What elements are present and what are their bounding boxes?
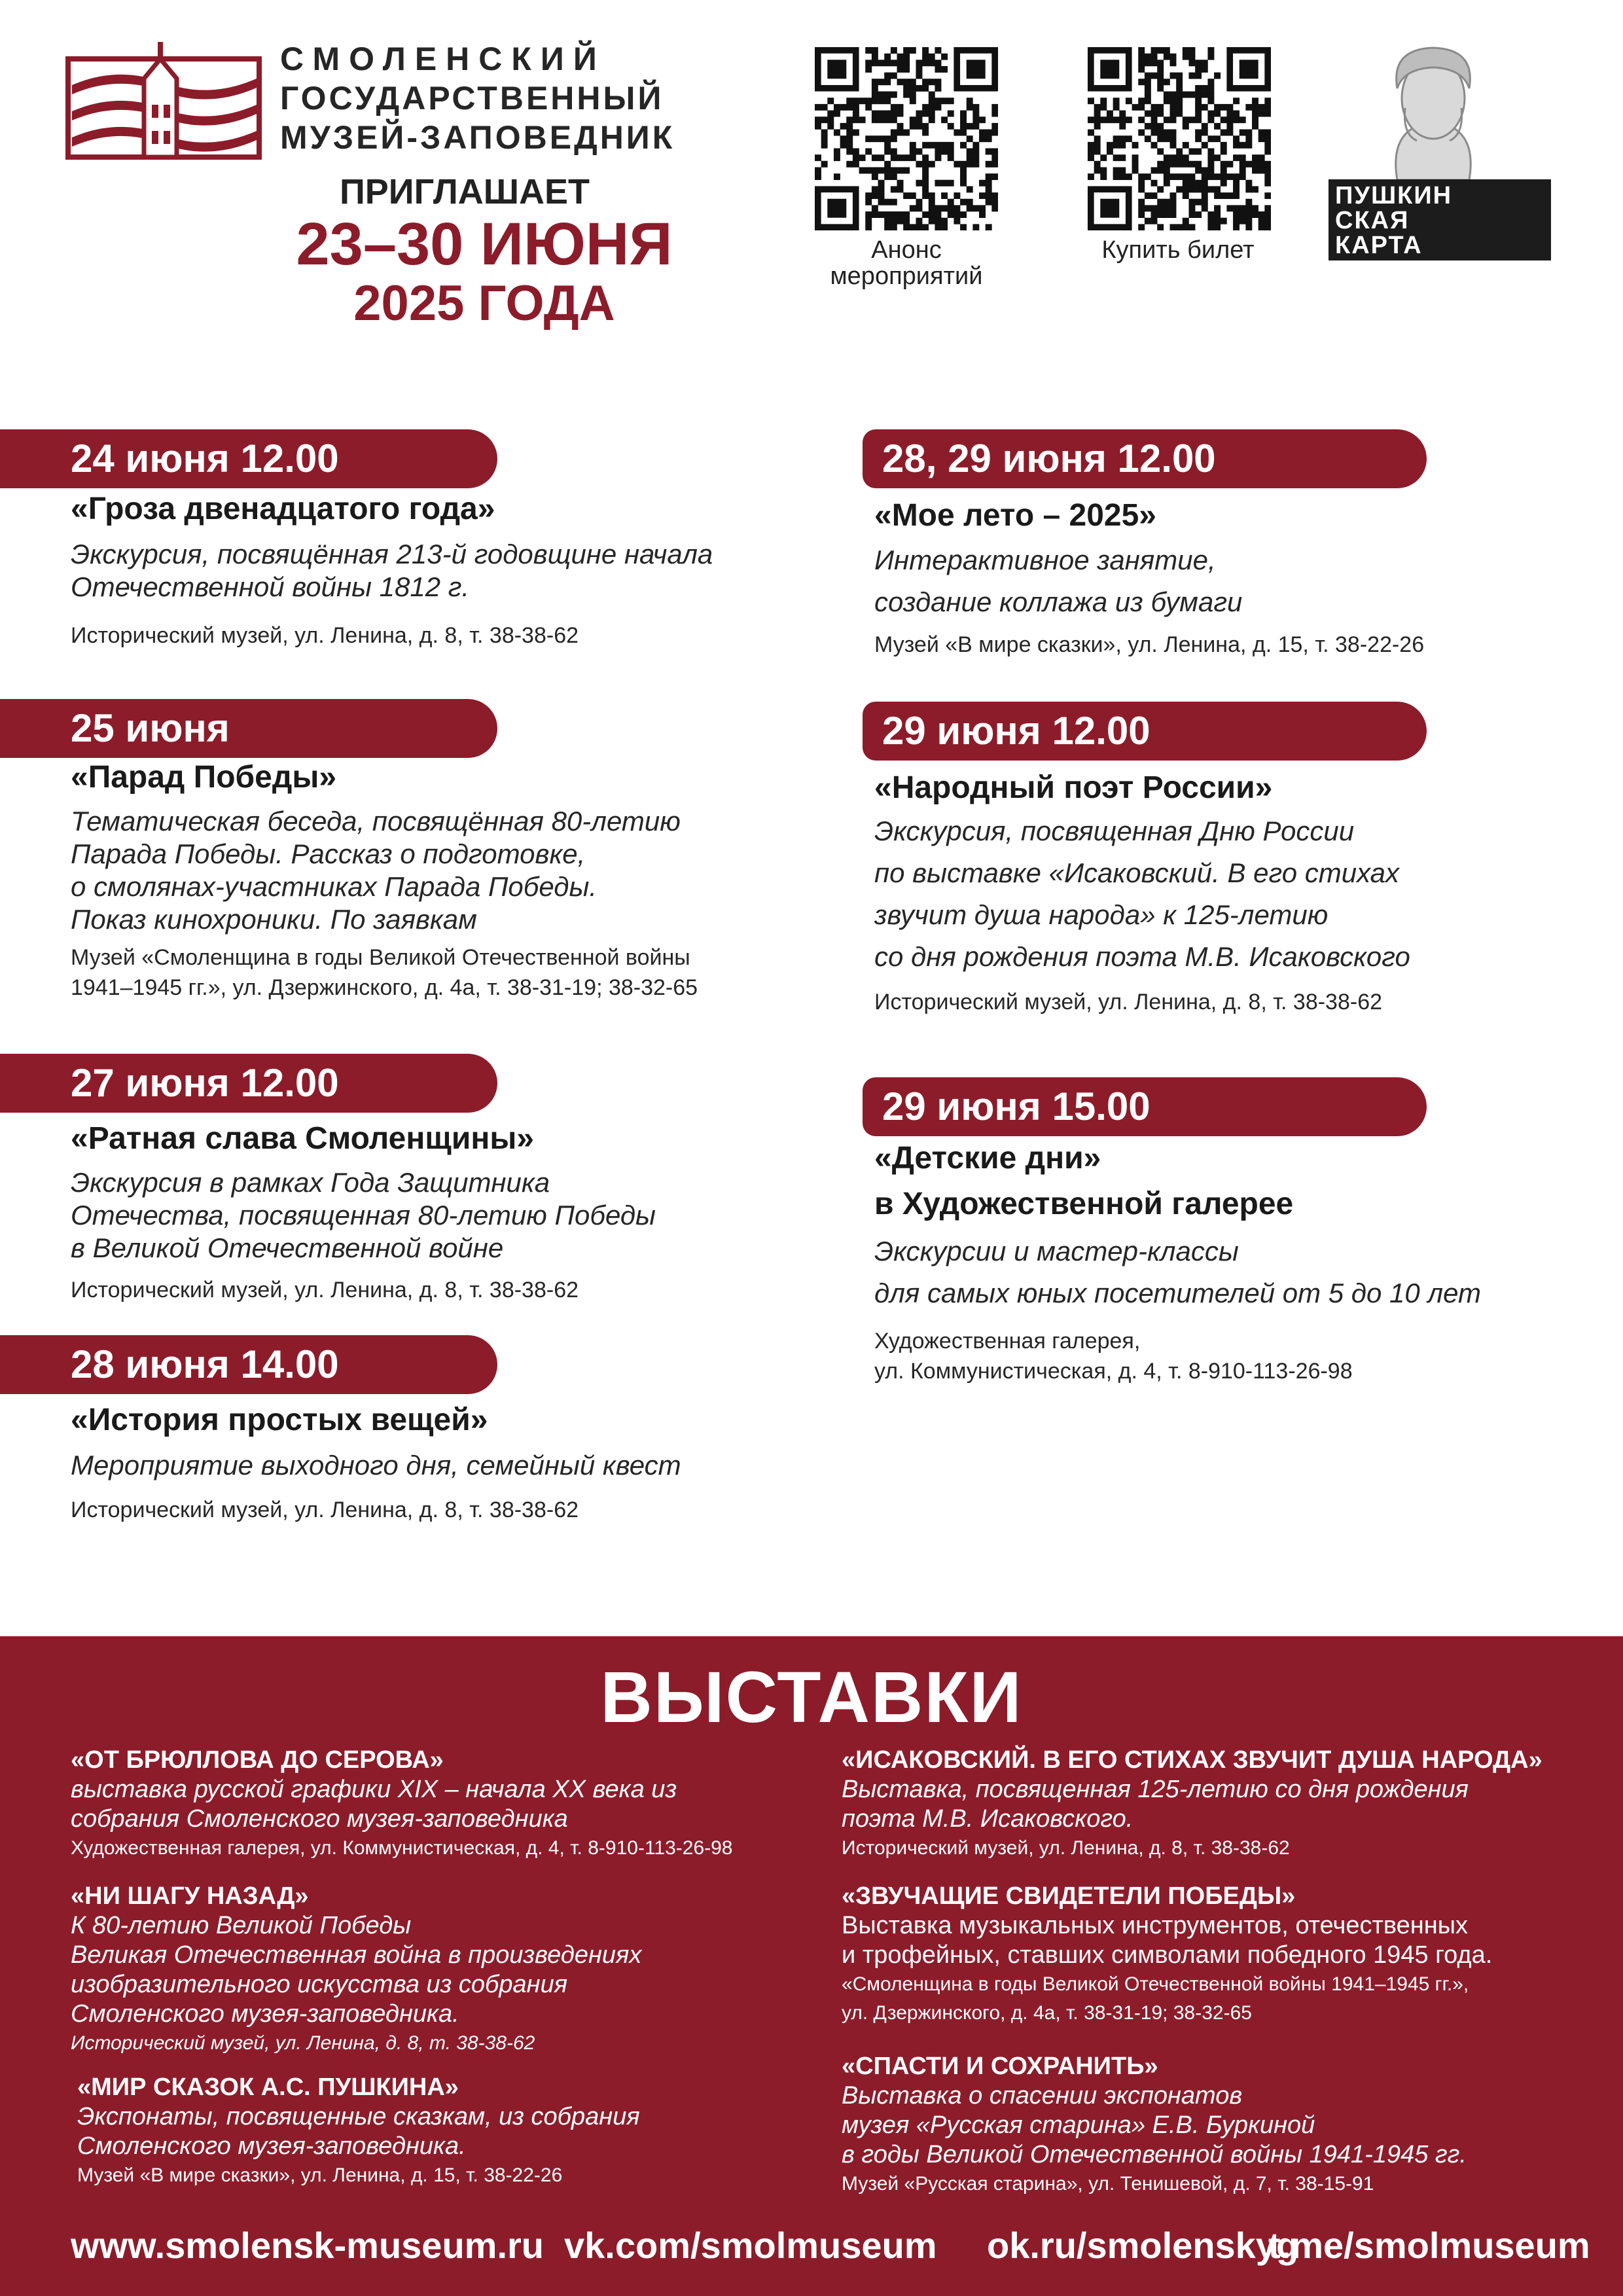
event-description-line: Экскурсия в рамках Года Защитника [71,1167,550,1198]
event-address: Исторический музей, ул. Ленина, д. 8, т. 38-38-62 [71,1278,579,1302]
exhibition-description-line: поэта М.В. Исаковского. [842,1805,1133,1833]
event-description-line: в Великой Отечественной войне [71,1232,504,1263]
event-address [71,942,843,1003]
exhibition-address: Художественная галерея, ул. Коммунистическая, д. 4, т. 8-910-113-26-98 [71,1837,733,1859]
exhibition-description-line: Смоленского музея-заповедника. [77,2132,466,2160]
exhibition-description-line: К 80-летию Великой Победы [71,1912,412,1939]
exhibition-description-line: музея «Русская старина» Е.В. Буркиной [842,2111,1315,2139]
invites-heading: ПРИГЛАШАЕТ [339,172,590,211]
qr-label-line-2: мероприятий [830,262,983,290]
exhibition-address: «Смоленщина в годы Великой Отечественной войны 1941–1945 гг.», [842,1973,1469,1995]
event-description-line: Тематическая беседа, посвящённая 80-летию [71,806,681,836]
exhibition-address: Музей «Русская старина», ул. Тенишевой, д. 7, т. 38-15-91 [842,2173,1374,2195]
event-description [71,1166,843,1265]
event-address [874,1326,1594,1386]
exhibitions-heading: ВЫСТАВКИ [600,1657,1023,1738]
exhibition-description-line: Экспонаты, посвященные сказкам, из собрания [77,2103,640,2130]
event-title-line-2: в Художественной галерее [874,1187,1294,1221]
exhibition-item [71,1745,836,1863]
event-description-line: Экскурсии и мастер-классы [874,1236,1239,1266]
qr-code-announcements[interactable] [815,47,998,230]
event-description-line: Интерактивное занятие, [874,545,1216,575]
event-description-line: Экскурсия, посвященная Дню России [874,816,1355,846]
exhibition-item [77,2072,836,2190]
exhibition-item [842,1745,1614,1863]
event-title: «История простых вещей» [71,1403,488,1437]
exhibition-description-line: выставка русской графики XIX – начала XX века из [71,1776,677,1803]
exhibition-title: «НИ ШАГУ НАЗАД» [71,1882,309,1910]
exhibition-description-line: изобразительного искусства из собрания [71,1971,567,1998]
event-description-line: Отечества, посвященная 80-летию Победы [71,1200,656,1230]
website-link[interactable]: www.smolensk-museum.ru [71,2225,544,2266]
event-address-line: Художественная галерея, [874,1329,1141,1354]
event-description [71,538,843,603]
event-title: «Гроза двенадцатого года» [71,492,495,526]
exhibition-title: «СПАСТИ И СОХРАНИТЬ» [842,2053,1158,2080]
exhibition-title: «ЗВУЧАЩИЕ СВИДЕТЕЛИ ПОБЕДЫ» [842,1882,1296,1910]
event-date-tab: 24 июня 12.00 [0,429,497,488]
event-description-line: звучит душа народа» к 125-летию [874,899,1329,930]
museum-name-line-2: ГОСУДАРСТВЕННЫЙ [280,80,664,117]
pushkin-card-line-3: КАРТА [1335,232,1423,259]
pushkin-bust-icon [1351,43,1515,180]
exhibition-description-line: Выставка о спасении экспонатов [842,2082,1243,2109]
qr-code-tickets[interactable] [1088,47,1271,230]
event-address-line: 1941–1945 гг.», ул. Дзержинского, д. 4а, т. 38-31-19; 38-32-65 [71,975,698,1000]
event-description-line: Отечественной войны 1812 г. [71,571,470,602]
event-address: Исторический музей, ул. Ленина, д. 8, т. 38-38-62 [71,1498,579,1522]
event-title: «Народный поэт России» [874,770,1273,805]
exhibition-description-line: собрания Смоленского музея-заповедника [71,1805,568,1833]
event-date-tab: 27 июня 12.00 [0,1054,497,1113]
event-description: Мероприятие выходного дня, семейный квест [71,1450,681,1480]
festival-year: 2025 ГОДА [353,276,615,331]
event-address: Исторический музей, ул. Ленина, д. 8, т. 38-38-62 [71,623,579,648]
event-date-tab: 28 июня 14.00 [0,1335,497,1394]
event-description [71,805,843,936]
event-address: Музей «В мире сказки», ул. Ленина, д. 15, т. 38-22-26 [874,632,1425,657]
qr-label-announcements [792,237,1021,289]
pushkin-card-line-2: СКАЯ [1335,207,1410,234]
event-date-tab: 28, 29 июня 12.00 [863,429,1427,488]
exhibition-description-line: Великая Отечественная война в произведениях [71,1941,642,1969]
exhibition-address: ул. Дзержинского, д. 4а, т. 38-31-19; 38-32-65 [842,2002,1252,2024]
exhibition-title: «ИСАКОВСКИЙ. В ЕГО СТИХАХ ЗВУЧИТ ДУША НАРОДА» [842,1746,1543,1774]
exhibition-title: «МИР СКАЗОК А.С. ПУШКИНА» [77,2073,459,2101]
exhibition-address: Музей «В мире сказки», ул. Ленина, д. 15, т. 38-22-26 [77,2164,563,2186]
exhibition-item [842,1881,1614,2028]
pushkin-card-line-1: ПУШКИН [1335,182,1453,209]
exhibition-item [71,1881,836,2058]
event-address-line: ул. Коммунистическая, д. 4, т. 8-910-113-26-98 [874,1359,1353,1384]
museum-name-line-3: МУЗЕЙ-ЗАПОВЕДНИК [280,119,675,156]
exhibition-description-line: Выставка, посвященная 125-летию со дня рождения [842,1776,1469,1803]
pushkin-card-logo [1329,179,1551,260]
event-date-tab: 25 июня [0,699,497,758]
ok-link[interactable]: ok.ru/smolenskyg [987,2225,1299,2266]
event-title: «Мое лето – 2025» [874,498,1156,533]
exhibition-title: «ОТ БРЮЛЛОВА ДО СЕРОВА» [71,1746,444,1774]
exhibition-description-line: в годы Великой Отечественной войны 1941-1945 гг. [842,2141,1467,2168]
event-description-line: для самых юных посетителей от 5 до 10 лет [874,1278,1481,1308]
event-title: «Ратная слава Смоленщины» [71,1121,534,1156]
exhibition-address: Исторический музей, ул. Ленина, д. 8, т. 38-38-62 [842,1837,1290,1859]
exhibition-description-line: Смоленского музея-заповедника. [71,2000,459,2028]
exhibition-address: Исторический музей, ул. Ленина, д. 8, т. 38-38-62 [71,2032,535,2054]
vk-link[interactable]: vk.com/smolmuseum [564,2225,937,2266]
museum-name-line-1: СМОЛЕНСКИЙ [280,41,606,77]
qr-label-tickets: Купить билет [1101,236,1255,264]
event-date-tab: 29 июня 15.00 [863,1077,1427,1136]
event-description [874,810,1594,978]
museum-logo [65,39,262,164]
event-address-line: Музей «Смоленщина в годы Великой Отечественной войны [71,945,690,970]
event-description-line: Показ кинохроники. По заявкам [71,904,477,935]
telegram-link[interactable]: t.me/smolmuseum [1268,2225,1590,2266]
festival-dates: 23–30 ИЮНЯ [296,211,673,278]
event-description-line: Экскурсия, посвящённая 213-й годовщине начала [71,539,713,569]
exhibition-item [842,2051,1614,2198]
event-description-line: со дня рождения поэта М.В. Исаковского [874,941,1410,972]
event-address: Исторический музей, ул. Ленина, д. 8, т. 38-38-62 [874,990,1383,1014]
event-title: «Детские дни» [874,1141,1101,1175]
event-description-line: о смолянах-участниках Парада Победы. [71,871,597,902]
event-description [874,539,1594,623]
event-description-line: Парада Победы. Рассказ о подготовке, [71,838,586,869]
qr-label-line-1: Анонс [871,236,942,264]
museum-name [280,39,699,157]
event-date-tab: 29 июня 12.00 [863,702,1427,761]
event-description-line: создание коллажа из бумаги [874,586,1243,617]
event-description-line: по выставке «Исаковский. В его стихах [874,857,1399,888]
event-description [874,1230,1594,1314]
exhibition-description-line: и трофейных, ставших символами победного 1945 года. [842,1941,1493,1969]
exhibition-description-line: Выставка музыкальных инструментов, отечественных [842,1912,1469,1939]
event-title: «Парад Победы» [71,760,337,795]
